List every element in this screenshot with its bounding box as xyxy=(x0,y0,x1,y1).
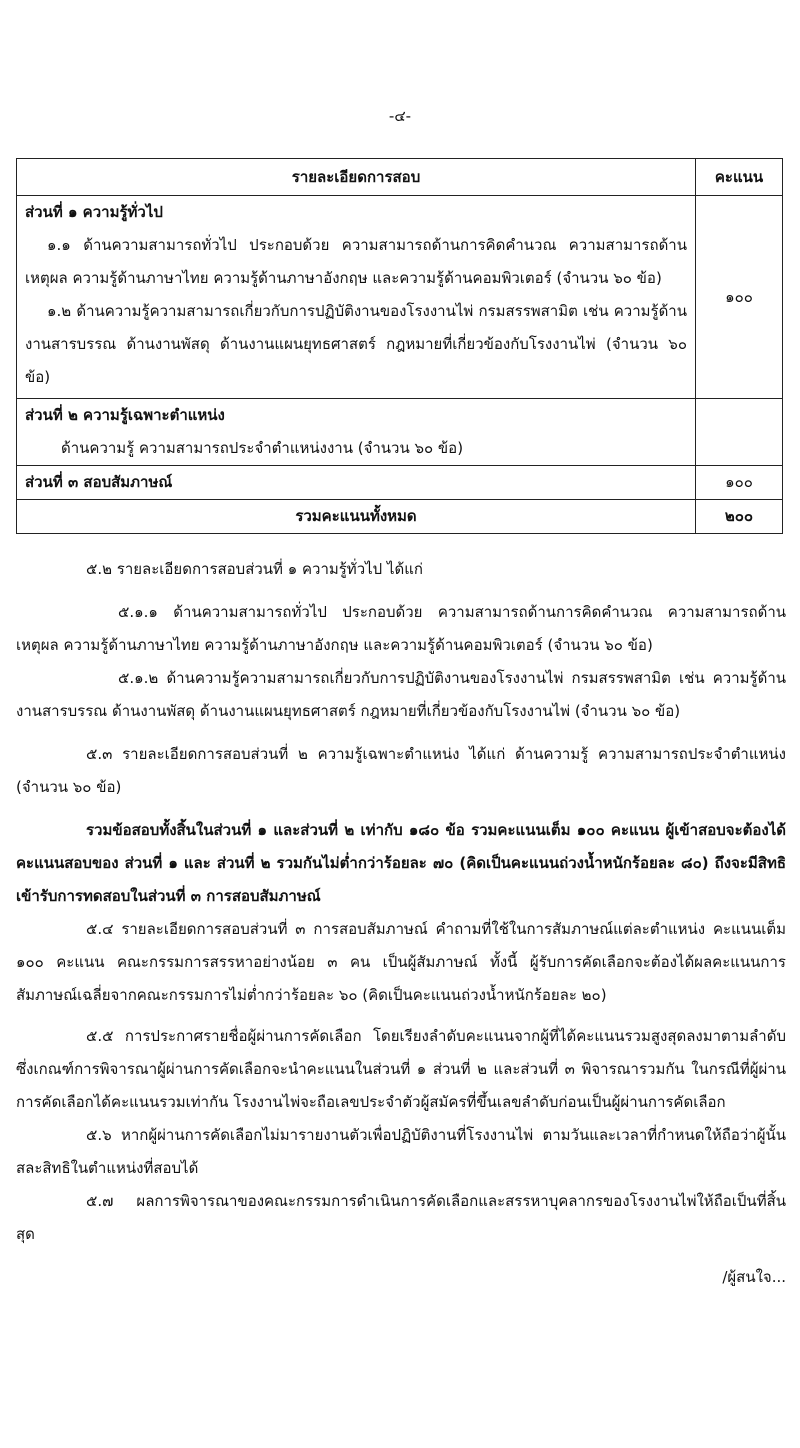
paragraph-5-7: ๕.๗ ผลการพิจารณาของคณะกรรมการดำเนินการคัดเลือกและสรรหาบุคลากรของโรงงานไพ่ให้ถือเป็นที่สิ้นสุด xyxy=(16,1192,786,1243)
table-header-row xyxy=(17,159,783,196)
paragraph-5-2: ๕.๒ รายละเอียดการสอบส่วนที่ ๑ ความรู้ทั่วไป ได้แก่ xyxy=(86,560,423,578)
part2-item: ด้านความรู้ ความสามารถประจำตำแหน่งงาน (จำนวน ๖๐ ข้อ) xyxy=(61,439,464,457)
part1-title: ส่วนที่ ๑ ความรู้ทั่วไป xyxy=(25,203,163,221)
paragraph-summary: รวมข้อสอบทั้งสิ้นในส่วนที่ ๑ และส่วนที่ ๒ เท่ากับ ๑๘๐ ข้อ รวมคะแนนเต็ม ๑๐๐ คะแนน ผู้เข้าสอบจะต้องได้คะแนนสอบของ ส่วนที่ ๑ และ ส่วนที่ ๒ รวมกันไม่ต่ำกว่าร้อยละ ๗๐ (คิดเป็นคะแนนถ่วงน้ำหนักร้อยละ ๘๐) ถึงจะมีสิทธิเข้ารับการทดสอบในส่วนที่ ๓ การสอบสัมภาษณ์ xyxy=(16,821,786,905)
table-row-total xyxy=(17,500,783,534)
part2-title: ส่วนที่ ๒ ความรู้เฉพาะตำแหน่ง xyxy=(25,406,225,424)
header-details: รายละเอียดการสอบ xyxy=(17,159,696,196)
part1-cell xyxy=(17,196,696,399)
paragraph-5-5: ๕.๕ การประกาศรายชื่อผู้ผ่านการคัดเลือก โดยเรียงลำดับคะแนนจากผู้ที่ได้คะแนนรวมสูงสุดลงมาตามลำดับ ซึ่งเกณฑ์การพิจารณาผู้ผ่านการคัดเลือกจะนำคะแนนในส่วนที่ ๑ ส่วนที่ ๒ และส่วนที่ ๓ พิจารณารวมกัน ในกรณีที่ผู้ผ่านการคัดเลือกได้คะแนนรวมเท่ากัน โรงงานไพ่จะถือเลขประจำตัวผู้สมัครที่ขึ้นเลขลำดับก่อนเป็นผู้ผ่านการคัดเลือก xyxy=(16,1027,786,1111)
paragraph-5-1-2: ๕.๑.๒ ด้านความรู้ความสามารถเกี่ยวกับการปฏิบัติงานของโรงงานไพ่ กรมสรรพสามิต เช่น ความรู้ด้านงานสารบรรณ ด้านงานพัสดุ ด้านงานแผนยุทธศาสตร์ กฎหมายที่เกี่ยวข้องกับโรงงานไพ่ (จำนวน ๖๐ ข้อ) xyxy=(16,669,786,720)
continuation-marker: /ผู้สนใจ... xyxy=(722,1268,786,1286)
body-text xyxy=(16,553,786,1294)
paragraph-5-4: ๕.๔ รายละเอียดการสอบส่วนที่ ๓ การสอบสัมภาษณ์ คำถามที่ใช้ในการสัมภาษณ์แต่ละตำแหน่ง คะแนนเต็ม ๑๐๐ คะแนน คณะกรรมการสรรหาอย่างน้อย ๓ คน เป็นผู้สัมภาษณ์ ทั้งนี้ ผู้รับการคัดเลือกจะต้องได้ผลคะแนนการสัมภาษณ์เฉลี่ยจากคณะกรรมการไม่ต่ำกว่าร้อยละ ๖๐ (คิดเป็นคะแนนถ่วงน้ำหนักร้อยละ ๒๐) xyxy=(16,920,786,1004)
part2-cell xyxy=(17,399,696,466)
table-row-part1 xyxy=(17,196,783,399)
exam-details-table xyxy=(16,158,783,534)
part3-cell xyxy=(17,466,696,500)
header-score: คะแนน xyxy=(696,159,783,196)
total-label: รวมคะแนนทั้งหมด xyxy=(17,500,696,534)
total-score: ๒๐๐ xyxy=(696,500,783,534)
part3-score: ๑๐๐ xyxy=(696,466,783,500)
part3-title: ส่วนที่ ๓ สอบสัมภาษณ์ xyxy=(25,473,173,491)
paragraph-5-3: ๕.๓ รายละเอียดการสอบส่วนที่ ๒ ความรู้เฉพาะตำแหน่ง ได้แก่ ด้านความรู้ ความสามารถประจำตำแหน่ง (จำนวน ๖๐ ข้อ) xyxy=(16,745,786,796)
part1-score: ๑๐๐ xyxy=(696,196,783,399)
page-number: -๔- xyxy=(388,107,412,125)
table-row-part3 xyxy=(17,466,783,500)
paragraph-5-6: ๕.๖ หากผู้ผ่านการคัดเลือกไม่มารายงานตัวเพื่อปฏิบัติงานที่โรงงานไพ่ ตามวันและเวลาที่กำหนดให้ถือว่าผู้นั้นสละสิทธิในตำแหน่งที่สอบได้ xyxy=(16,1126,786,1177)
part1-item1: ๑.๑ ด้านความสามารถทั่วไป ประกอบด้วย ความสามารถด้านการคิดคำนวณ ความสามารถด้านเหตุผล ความรู้ด้านภาษาไทย ความรู้ด้านภาษาอังกฤษ และความรู้ด้านคอมพิวเตอร์ (จำนวน ๖๐ ข้อ) xyxy=(25,236,687,287)
table-row-part2 xyxy=(17,399,783,466)
part2-score xyxy=(696,399,783,466)
paragraph-5-1-1: ๕.๑.๑ ด้านความสามารถทั่วไป ประกอบด้วย ความสามารถด้านการคิดคำนวณ ความสามารถด้านเหตุผล ความรู้ด้านภาษาไทย ความรู้ด้านภาษาอังกฤษ และความรู้ด้านคอมพิวเตอร์ (จำนวน ๖๐ ข้อ) xyxy=(16,603,786,654)
part1-item2: ๑.๒ ด้านความรู้ความสามารถเกี่ยวกับการปฏิบัติงานของโรงงานไพ่ กรมสรรพสามิต เช่น ความรู้ด้านงานสารบรรณ ด้านงานพัสดุ ด้านงานแผนยุทธศาสตร์ กฎหมายที่เกี่ยวข้องกับโรงงานไพ่ (จำนวน ๖๐ ข้อ) xyxy=(25,302,687,386)
